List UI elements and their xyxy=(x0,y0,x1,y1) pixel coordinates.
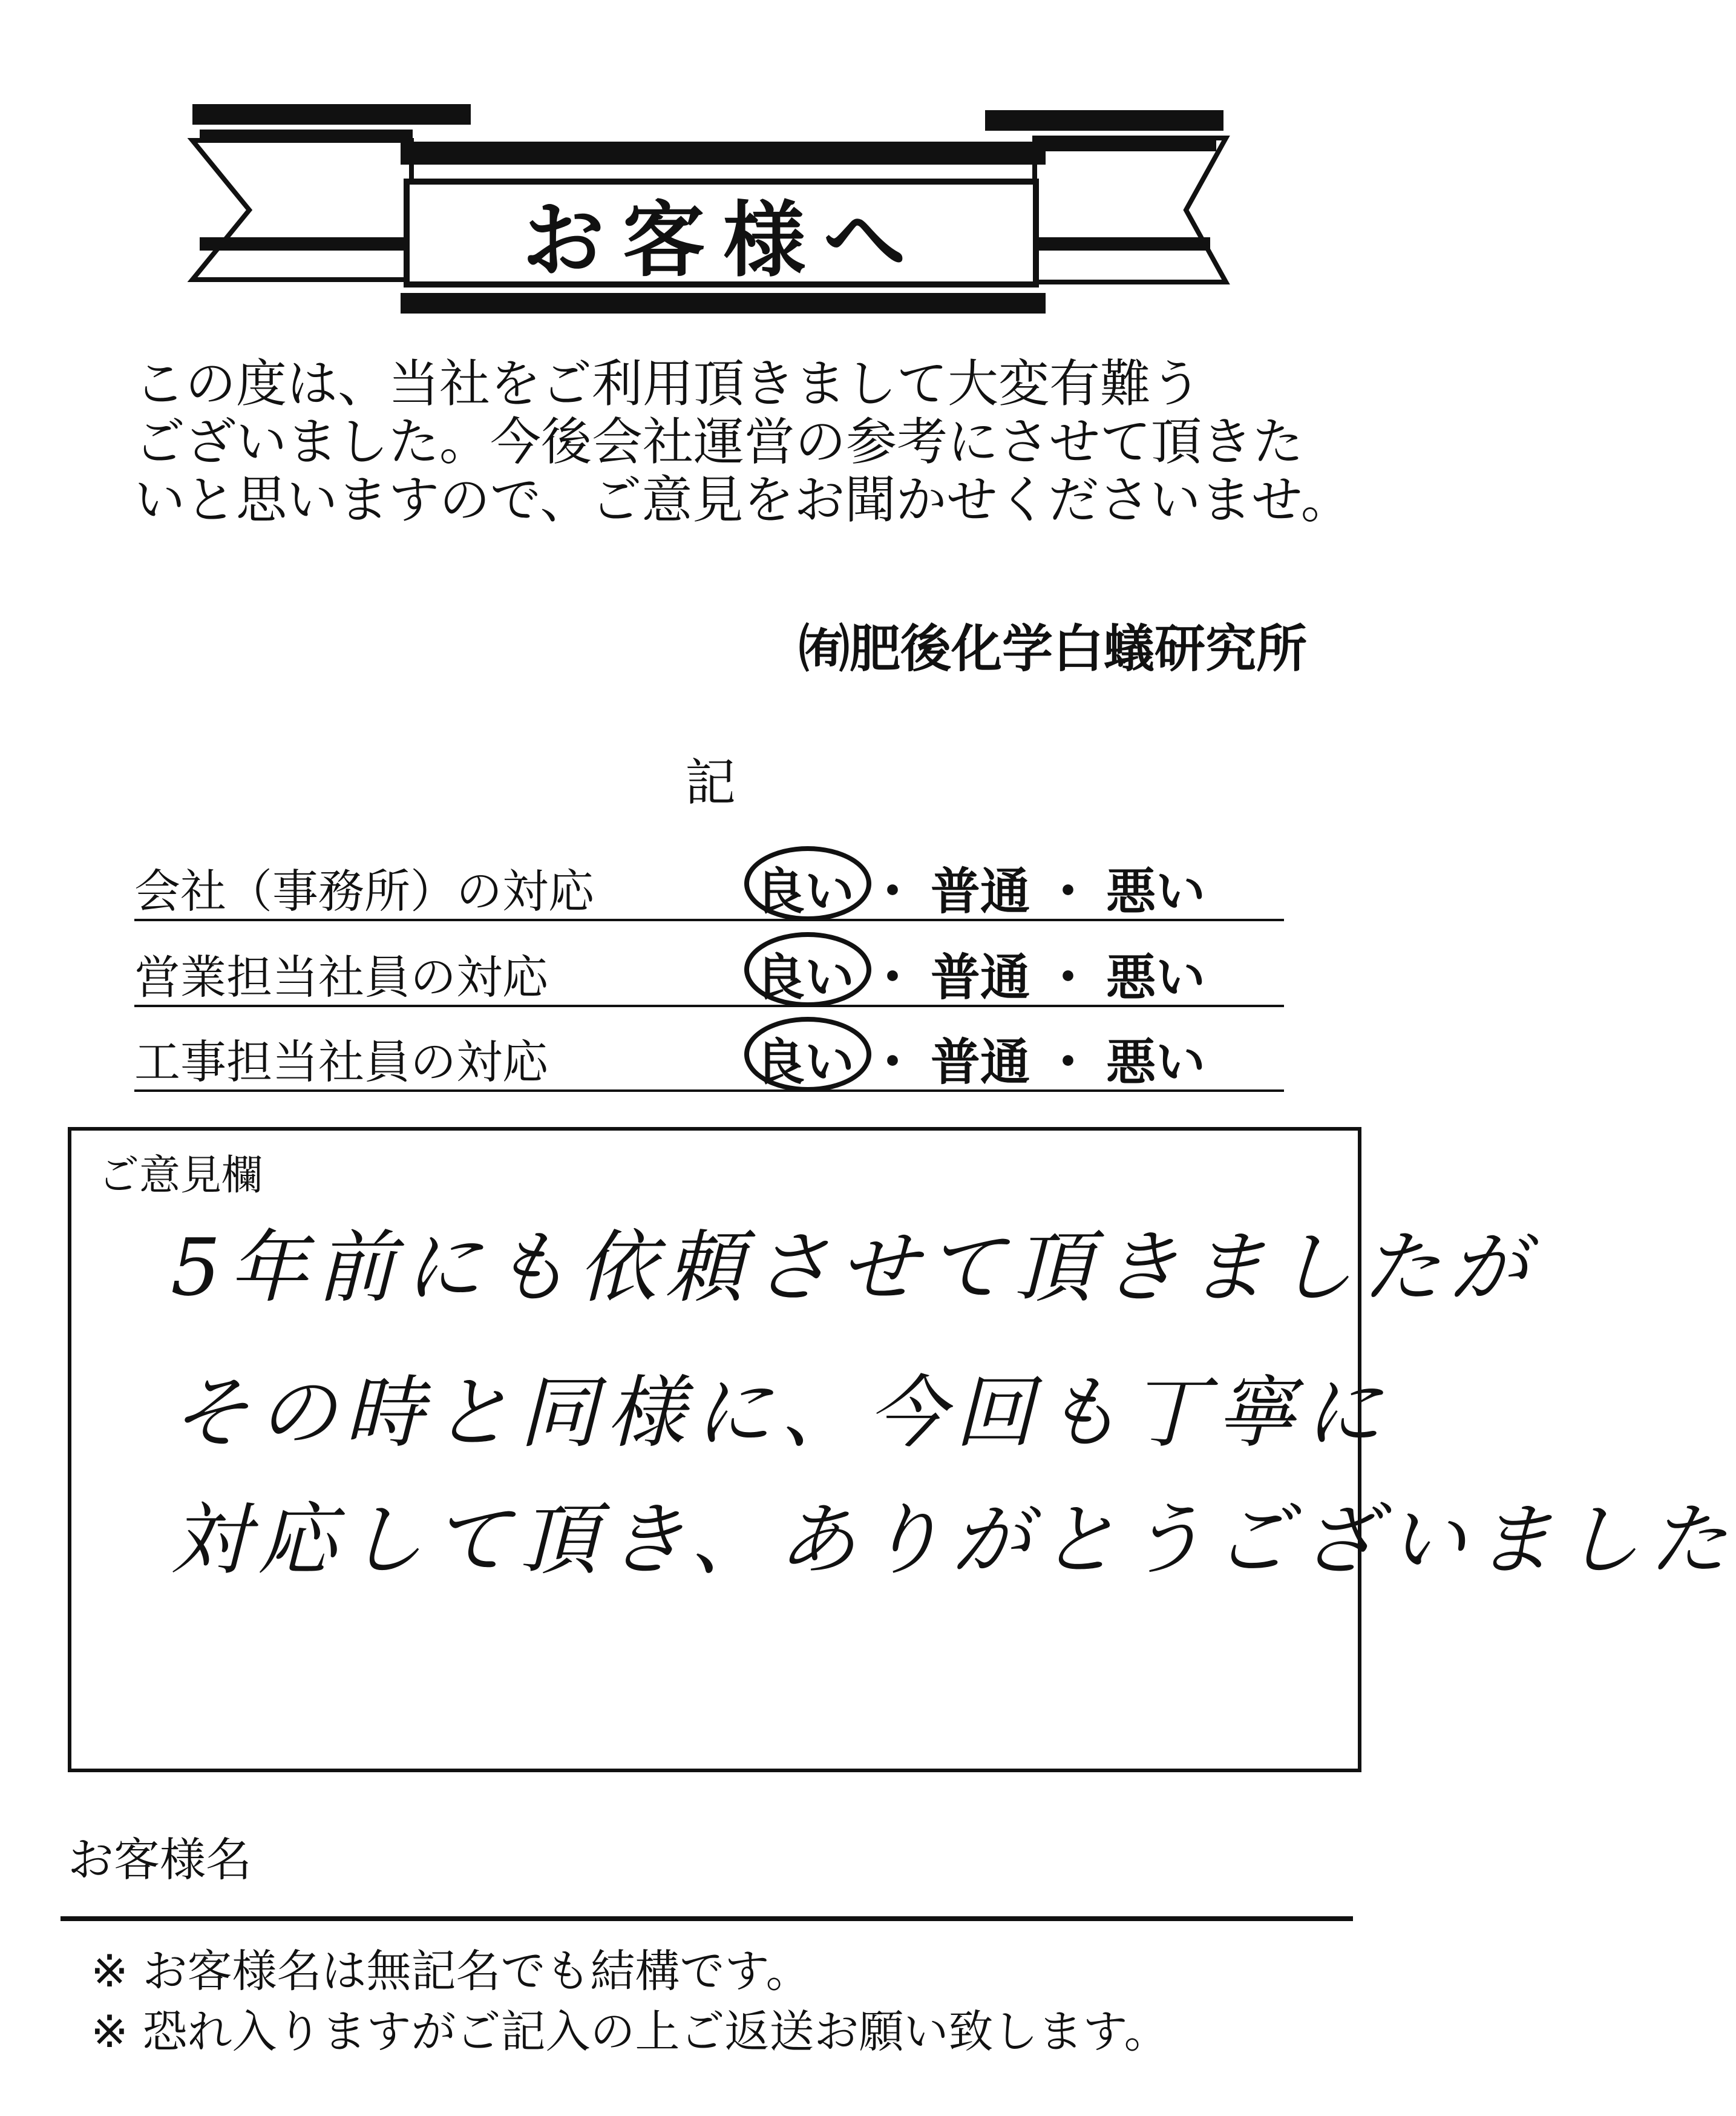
note-line: ※ お客様名は無記名でも結構です。 xyxy=(91,1945,811,1997)
row-divider xyxy=(134,919,1284,921)
ki-heading: 記 xyxy=(685,753,736,812)
option-separator: ・ xyxy=(868,1034,918,1091)
option-separator: ・ xyxy=(1043,949,1093,1007)
handwritten-comment-line: その時と同様に、今回も丁寧に xyxy=(171,1367,1391,1459)
eval-row-office xyxy=(134,836,1284,921)
intro-paragraph xyxy=(134,354,1352,530)
option-bad[interactable]: 悪い xyxy=(1106,1034,1206,1091)
note-line: ※ 恐れ入りますがご記入の上ご返送お願い致します。 xyxy=(91,2006,1169,2058)
option-separator: ・ xyxy=(1043,1034,1093,1091)
ribbon-left xyxy=(192,140,411,280)
row-divider xyxy=(134,1089,1284,1092)
option-separator: ・ xyxy=(868,949,918,1007)
eval-row-sales xyxy=(134,922,1284,1007)
selection-circle xyxy=(744,1017,871,1092)
intro-line: ございました。今後会社運営の参考にさせて頂きた xyxy=(134,412,1304,472)
intro-line: いと思いますので、ご意見をお聞かせくださいませ。 xyxy=(134,470,1352,530)
eval-row-construction xyxy=(134,1007,1284,1092)
option-separator: ・ xyxy=(1043,863,1093,921)
option-normal[interactable]: 普通 xyxy=(931,949,1030,1007)
intro-line: この度は、当社をご利用頂きまして大変有難う xyxy=(134,354,1202,413)
ribbon-left-bar-bottom xyxy=(200,237,413,251)
eval-label: 工事担当社員の対応 xyxy=(134,1035,548,1089)
banner-bottom-thick xyxy=(401,293,1046,314)
handwritten-comment-line: 対応して頂き、ありがとうございました xyxy=(171,1494,1736,1586)
option-good[interactable]: 良い xyxy=(755,949,855,1007)
ribbon-right xyxy=(1035,138,1226,282)
banner-bar-top-right xyxy=(985,110,1223,131)
option-normal[interactable]: 普通 xyxy=(931,863,1030,921)
option-bad[interactable]: 悪い xyxy=(1106,863,1206,921)
option-normal[interactable]: 普通 xyxy=(931,1034,1030,1091)
option-separator: ・ xyxy=(868,863,918,921)
handwritten-comment-line: 5年前にも依頼させて頂きましたが xyxy=(171,1221,1536,1313)
selection-circle xyxy=(744,846,871,921)
ribbon-right-bar-bottom xyxy=(1035,237,1210,251)
company-name: ㈲肥後化学白蟻研究所 xyxy=(798,619,1307,678)
option-good[interactable]: 良い xyxy=(755,1034,855,1091)
ribbon-right-bar-top xyxy=(1035,138,1216,151)
customer-name-label: お客様名 xyxy=(68,1833,252,1887)
eval-label: 営業担当社員の対応 xyxy=(134,950,548,1004)
page-title: お客様へ xyxy=(522,192,924,289)
banner-top-thick xyxy=(401,142,1046,165)
selection-circle xyxy=(744,932,871,1007)
eval-label: 会社（事務所）の対応 xyxy=(134,864,594,918)
ribbon-left-bar-top xyxy=(200,130,413,143)
customer-name-line[interactable] xyxy=(61,1916,1353,1921)
banner-bar-top-left xyxy=(192,104,471,125)
option-bad[interactable]: 悪い xyxy=(1106,949,1206,1007)
comment-label: ご意見欄 xyxy=(98,1152,263,1200)
option-good[interactable]: 良い xyxy=(755,863,855,921)
